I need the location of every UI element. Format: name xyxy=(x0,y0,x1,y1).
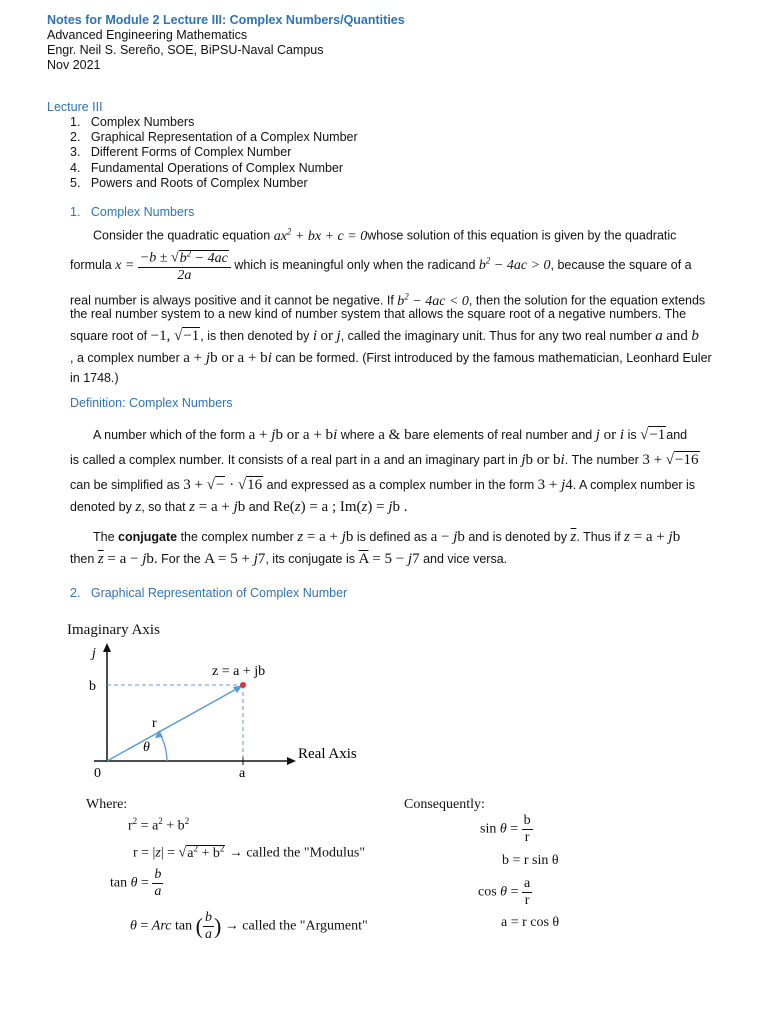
consequently-label: Consequently: xyxy=(404,797,485,812)
sin-theta-formula: sin θ = $\frac{b}{r}$ xyxy=(480,813,531,845)
quadratic-formula: $\frac{-b \pm √b^2 - 4ac}{2a}$ xyxy=(138,248,231,284)
paragraph-1-line-6: , a complex number a + jb or a + bi can be formed. (First introduced by the famous mathematician, Leonhard Euler xyxy=(70,350,712,366)
real-axis-label: Real Axis xyxy=(298,746,357,762)
section-1-heading: 1. Complex Numbers xyxy=(70,205,195,219)
modulus-squared-formula: $r^2 = a^2 + b^2$ xyxy=(128,816,190,834)
paragraph-1-line-4: the real number system to a new kind of number system that allows the square root of a negative numbers. The xyxy=(70,307,687,321)
real-axis-arrow-icon xyxy=(287,757,296,765)
paragraph-1-line-2: formula x = $\frac{-b \pm √b^2 - 4ac}{2a}$ which is meaningful only when the radicand $b^2 - 4ac > 0$, because the square of a xyxy=(70,248,692,283)
outline-item-3: 3. Different Forms of Complex Number xyxy=(70,145,292,159)
a-equation: a = r cos θ xyxy=(501,915,560,930)
origin-label: 0 xyxy=(94,766,101,781)
date-line: Nov 2021 xyxy=(47,58,101,72)
j-label: j xyxy=(92,646,96,661)
r-label: r xyxy=(152,716,157,731)
definition-line-4: denoted by z, so that z = a + jb and Re(z) = a ; Im(z) = jb . xyxy=(70,499,408,515)
modulus-vector xyxy=(107,687,240,761)
definition-line-1: A number which of the form a + jb or a + bi where a & bare elements of real number and j or i is √−1and xyxy=(93,427,688,443)
paragraph-1-line-5: square root of −1, √−1, is then denoted by i or j, called the imaginary unit. Thus for any two real number a and b xyxy=(70,328,699,344)
document-title: Notes for Module 2 Lecture III: Complex Numbers/Quantities xyxy=(47,13,405,27)
complex-point xyxy=(240,682,246,688)
lecture-label: Lecture III xyxy=(47,100,103,114)
outline-item-4: 4. Fundamental Operations of Complex Number xyxy=(70,161,344,175)
point-label: z = a + jb xyxy=(212,664,266,679)
definition-heading: Definition: Complex Numbers xyxy=(70,396,233,410)
imaginary-axis-label: Imaginary Axis xyxy=(67,622,160,638)
paragraph-1-line-1: Consider the quadratic equation $ax^2$ + bx + c = 0whose solution of this equation is given by the quadratic xyxy=(93,226,677,244)
author-line: Engr. Neil S. Sereño, SOE, BiPSU-Naval Campus xyxy=(47,43,324,57)
definition-line-2: is called a complex number. It consists of a real part in a and an imaginary part in jb or bi. The number 3 + √−16 xyxy=(70,452,699,468)
imaginary-axis-arrow-icon xyxy=(103,643,111,652)
definition-line-3: can be simplified as 3 + √− · √16 and expressed as a complex number in the form 3 + j4. A complex number is xyxy=(70,477,696,493)
b-equation: b = r sin θ xyxy=(502,853,559,868)
outline-item-1: 1. Complex Numbers xyxy=(70,115,195,129)
course-name: Advanced Engineering Mathematics xyxy=(47,28,248,42)
cos-theta-formula: cos θ = $\frac{a}{r}$ xyxy=(478,876,531,908)
paragraph-1-line-7: in 1748.) xyxy=(70,371,119,385)
tan-theta-formula: tan θ = $\frac{b}{a}$ xyxy=(110,867,162,899)
a-label: a xyxy=(239,766,246,781)
section-2-heading: 2. Graphical Representation of Complex Number xyxy=(70,586,348,600)
theta-label: θ xyxy=(143,740,150,755)
b-label: b xyxy=(89,679,96,694)
where-label: Where: xyxy=(86,797,128,812)
outline-item-2: 2. Graphical Representation of a Complex Number xyxy=(70,130,358,144)
paragraph-1-line-3: real number is always positive and it cannot be negative. If $b^2 - 4ac < 0$, then the solution for the equation extends xyxy=(70,291,706,309)
outline-item-5: 5. Powers and Roots of Complex Number xyxy=(70,176,308,190)
argument-formula: θ = Arc tan ( $\frac{b}{a}$ ) → called the "Argument" xyxy=(130,910,368,942)
conjugate-line-2: then $\overline{z} = a$ − jb. For the A = 5 + j7, its conjugate is $\overline{A} = 5 - j7$ and vice versa. xyxy=(70,551,508,567)
complex-plane-diagram xyxy=(80,640,380,785)
modulus-formula: $r = |z| = √a^2 + b^2$ → called the "Modulus" xyxy=(133,843,366,861)
conjugate-line-1: The conjugate the complex number z = a + jb is defined as a − jb and is denoted by $\overline{z}$. Thus if z = a + jb xyxy=(93,529,681,545)
